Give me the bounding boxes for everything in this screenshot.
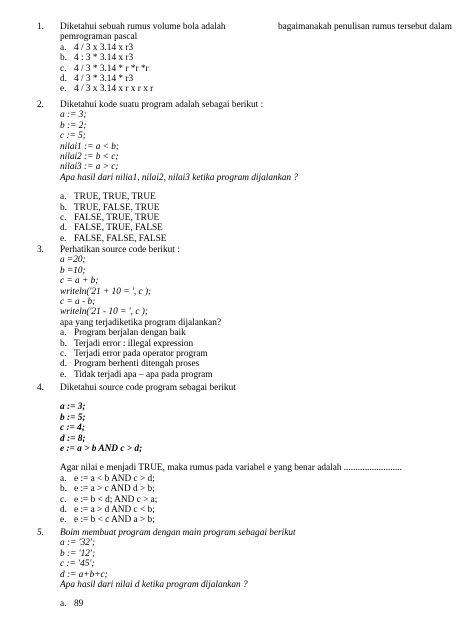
option-e: e. FALSE, FALSE, FALSE <box>60 233 167 244</box>
options-list <box>60 328 457 380</box>
question-3 <box>37 245 457 380</box>
code-line: a := 3; <box>60 402 86 413</box>
option-a: a. 4 / 3 x 3.14 x r3 <box>60 42 134 53</box>
option-e: e. Tidak terjadi apa – apa pada program <box>60 369 213 380</box>
question-number: 1. <box>37 22 44 32</box>
question-text: Apa hasil dari nilia1, nilai2, nilai3 ketika program dijalankan ? <box>60 172 299 183</box>
question-text: Agar nilai e menjadi TRUE, maka rumus pada variabel e yang benar adalah ......................... <box>60 463 402 474</box>
option-c: c. Terjadi error pada operator program <box>60 349 208 360</box>
option-d: d. FALSE, TRUE, FALSE <box>60 223 163 234</box>
code-line: writeln('21 - 10 = ', c ); <box>60 307 148 318</box>
options-list <box>60 43 457 95</box>
option-d: d. e := a > d AND c < b; <box>60 505 155 516</box>
code-line: b := 2; <box>60 120 87 131</box>
code-line: a =20; <box>60 255 86 266</box>
options-list <box>60 599 457 609</box>
code-line: c = a - b; <box>60 297 96 308</box>
question-stem: Diketahui sebuah rumus volume bola adalah bagaimanakah penulisan rumus tersebut dalam <box>60 22 452 32</box>
option-b: b. TRUE, FALSE, TRUE <box>60 202 160 213</box>
question-stem: Perhatikan source code berikut : <box>60 245 180 255</box>
question-1 <box>37 22 457 95</box>
question-text: Apa hasil dari nilai d ketika program dijalankan ? <box>60 580 248 591</box>
code-line: nilai2 := b < c; <box>60 152 119 163</box>
question-stem: Boim membuat program dengan main program sebagai berikut <box>60 528 296 538</box>
option-a: a. Program berjalan dengan baik <box>60 328 186 339</box>
code-line: d := a+b+c; <box>60 569 108 580</box>
code-line: nilai1 := a < b; <box>60 141 120 152</box>
options-list <box>60 192 457 244</box>
option-a: a. e := a < b AND c > d; <box>60 473 155 484</box>
question-5 <box>37 528 457 610</box>
question-2 <box>37 100 457 244</box>
code-line: writeln('21 + 10 = ', c ); <box>60 286 152 297</box>
options-list <box>60 474 457 526</box>
code-line: c := '45'; <box>60 559 95 570</box>
question-number: 4. <box>37 383 44 393</box>
option-b: b. Terjadi error : illegal expression <box>60 338 194 349</box>
question-stem: Diketahui kode suatu program adalah sebagai berikut : <box>60 100 264 110</box>
code-line: c = a + b; <box>60 276 99 287</box>
code-line: b := 5; <box>60 412 86 423</box>
code-line: c := 4; <box>60 423 85 434</box>
option-a: a. 89 <box>60 599 84 610</box>
code-line: d := 8; <box>60 433 86 444</box>
code-line: b := '12'; <box>60 548 96 559</box>
question-stem: Diketahui source code program sebagai berikut <box>60 383 236 393</box>
option-a: a. TRUE, TRUE, TRUE <box>60 192 156 203</box>
question-text: apa yang terjadiketika program dijalankan? <box>60 317 222 328</box>
option-e: e. e := b < c AND a > b; <box>60 515 155 526</box>
code-line: c := 5; <box>60 131 86 142</box>
code-line: b =10; <box>60 265 86 276</box>
question-number: 3. <box>37 245 44 255</box>
option-c: c. e := b < d; AND c > a; <box>60 494 158 505</box>
option-b: b. e := a > c AND d > b; <box>60 484 155 495</box>
question-4 <box>37 383 457 526</box>
code-line: a := 3; <box>60 110 87 121</box>
option-e: e. 4 / 3 x 3.14 x r x r x r <box>60 84 154 95</box>
option-c: c. 4 / 3 * 3.14 * r *r *r <box>60 63 149 74</box>
question-stem-line2: pemrograman pascal <box>60 32 138 43</box>
option-c: c. FALSE, TRUE, TRUE <box>60 213 160 224</box>
code-line: nilai3 := a > c; <box>60 162 119 173</box>
question-number: 2. <box>37 100 44 110</box>
code-line: a := '32'; <box>60 538 96 549</box>
question-number: 5. <box>37 528 44 538</box>
option-d: d. 4 / 3 * 3.14 * r3 <box>60 74 134 85</box>
code-line: e := a > b AND c > d; <box>60 444 143 455</box>
option-d: d. Program berhenti ditengah proses <box>60 359 200 370</box>
option-b: b. 4 : 3 * 3.14 x r3 <box>60 53 134 64</box>
